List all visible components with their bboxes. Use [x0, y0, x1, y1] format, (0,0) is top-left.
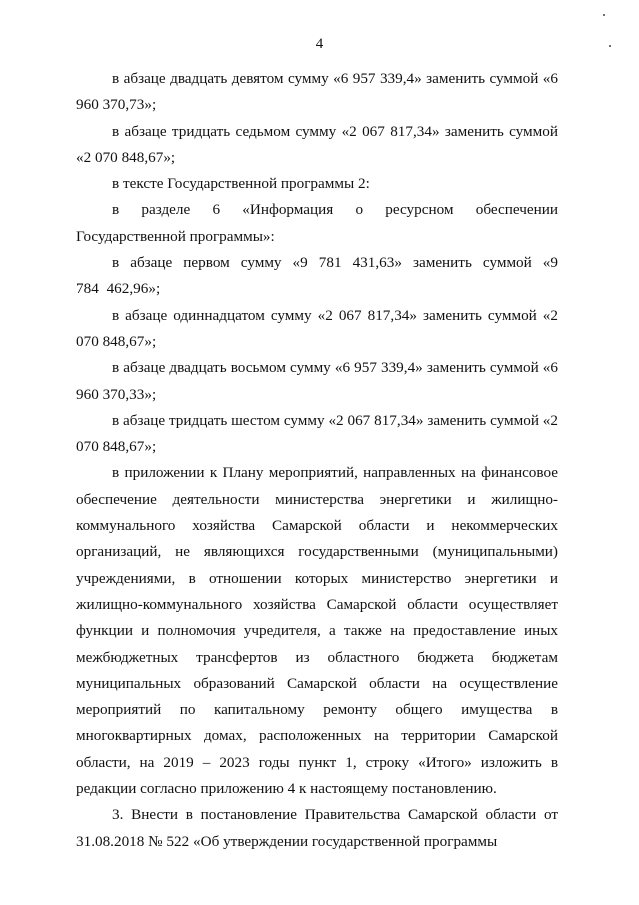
- scan-speck: [609, 45, 611, 47]
- page-number: 4: [315, 36, 324, 52]
- paragraph: 3. Внести в постановление Правительства Самарской области от 31.08.2018 № 522 «Об утверждении государственной программы: [76, 806, 558, 850]
- paragraph: в абзаце первом сумму «9 781 431,63» заменить суммой «9 784 462,96»;: [76, 254, 558, 298]
- paragraph: в абзаце одиннадцатом сумму «2 067 817,34» заменить суммой «2 070 848,67»;: [76, 306, 558, 350]
- paragraph: в абзаце тридцать седьмом сумму «2 067 817,34» заменить суммой «2 070 848,67»;: [76, 122, 558, 166]
- paragraph: в абзаце тридцать шестом сумму «2 067 817,34» заменить суммой «2 070 848,67»;: [76, 411, 558, 456]
- scan-speck: [603, 14, 605, 16]
- paragraph: в абзаце двадцать девятом сумму «6 957 339,4» заменить суммой «6 960 370,73»;: [76, 70, 558, 114]
- document-body: [76, 66, 558, 855]
- paragraph: в абзаце двадцать восьмом сумму «6 957 339,4» заменить суммой «6 960 370,33»;: [76, 359, 558, 403]
- paragraph: в приложении к Плану мероприятий, направленных на финансовое обеспечение деятельности министерства энергетики и жилищно-коммунального хозяйства Самарской области и некоммерческих организаций, не являющихся государственными (муниципальными) учреждениями, в отношении которых министерство энергетики и жилищно-коммунального хозяйства Самарской области осуществляет функции и полномочия учредителя, а также на предоставление иных межбюджетных трансфертов из областного бюджета бюджетам муниципальных образований Самарской области на осуществление мероприятий по капитальному ремонту общего имущества в многоквартирных домах, расположенных на территории Самарской области, на 2019 – 2023 годы пункт 1, строку «Итого» изложить в редакции согласно приложению 4 к настоящему постановлению.: [76, 464, 558, 798]
- paragraph: в разделе 6 «Информация о ресурсном обеспечении Государственной программы»:: [76, 201, 558, 245]
- paragraph: в тексте Государственной программы 2:: [112, 175, 370, 193]
